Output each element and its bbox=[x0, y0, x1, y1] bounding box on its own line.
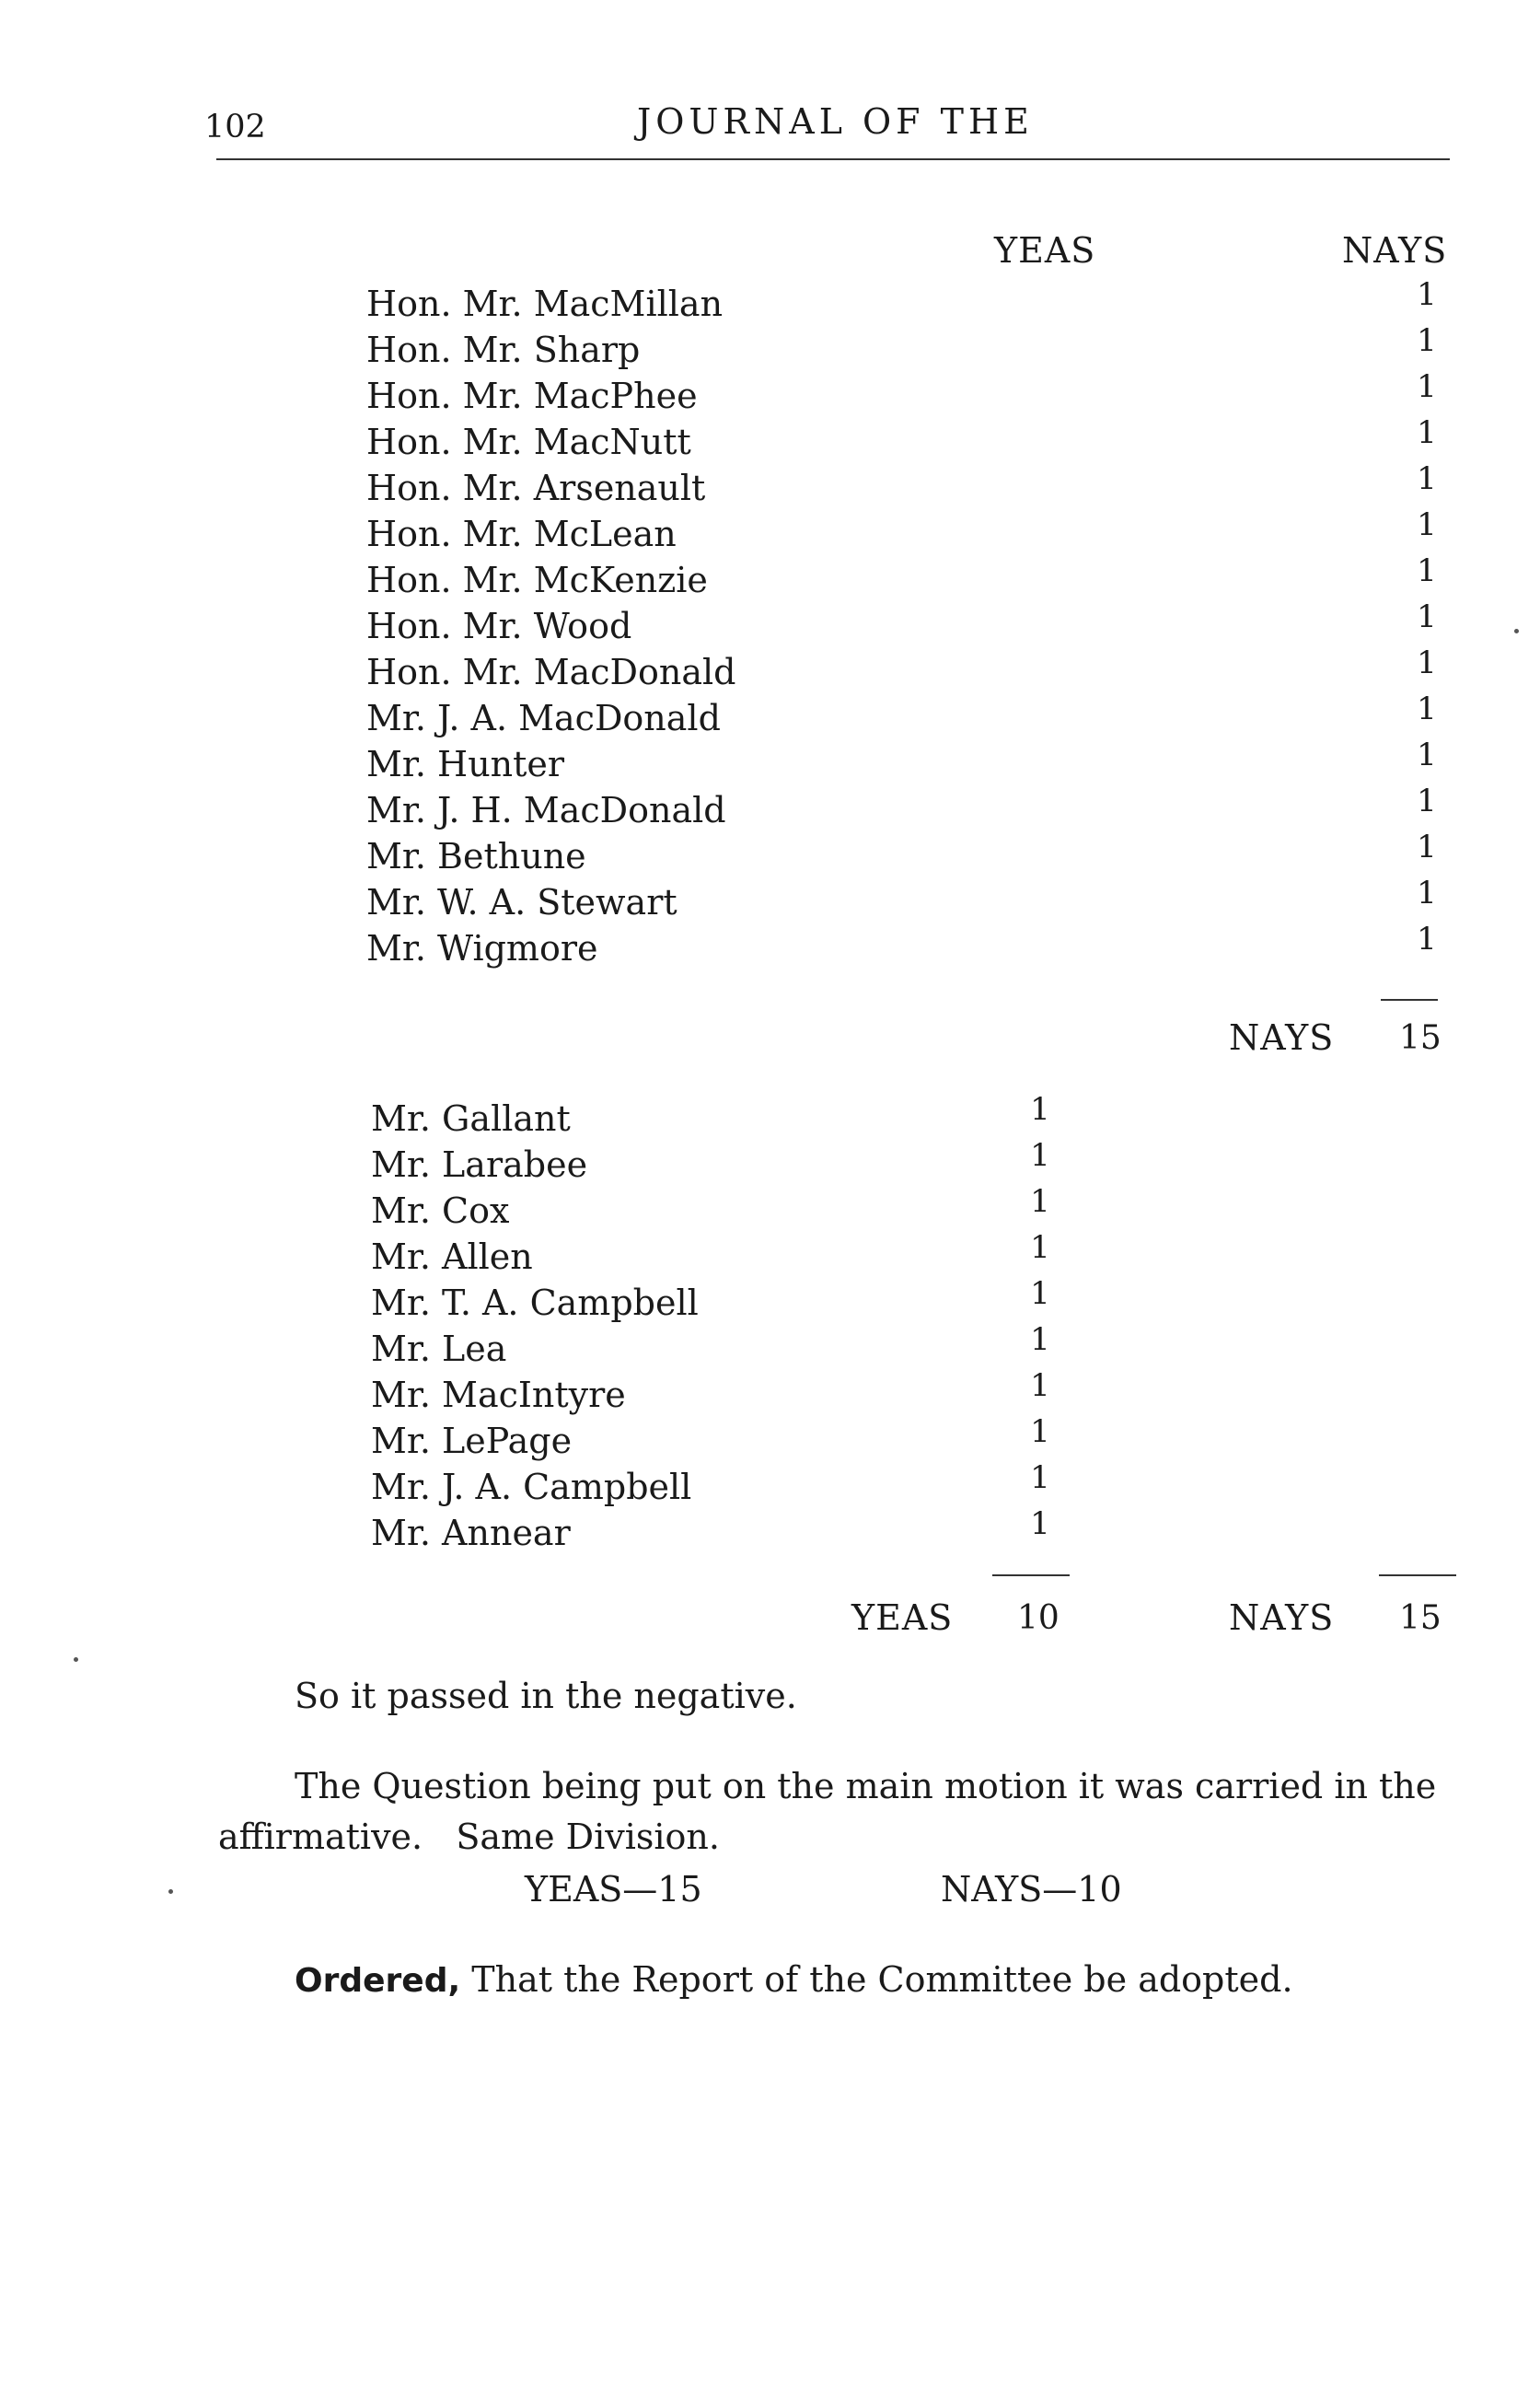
member-name: Mr. J. A. Campbell bbox=[371, 1467, 692, 1507]
nay-vote-mark: 1 bbox=[1417, 783, 1437, 819]
member-name: Hon. Mr. MacMillan bbox=[366, 284, 724, 324]
scan-speck bbox=[74, 1657, 78, 1662]
header-rule bbox=[216, 158, 1450, 160]
member-name: Mr. J. A. MacDonald bbox=[366, 698, 721, 738]
yea-vote-mark: 1 bbox=[1030, 1367, 1050, 1404]
main-motion-nays: NAYS—10 bbox=[941, 1869, 1122, 1910]
member-name: Hon. Mr. McKenzie bbox=[366, 560, 708, 600]
ordered-text: That the Report of the Committee be adopted. bbox=[460, 1959, 1293, 2000]
main-motion-line-1: The Question being put on the main motion it was carried in the bbox=[295, 1766, 1437, 1806]
yea-vote-mark: 1 bbox=[1030, 1413, 1050, 1450]
member-name: Mr. T. A. Campbell bbox=[371, 1283, 699, 1323]
nay-vote-mark: 1 bbox=[1417, 460, 1437, 497]
nay-vote-mark: 1 bbox=[1417, 598, 1437, 635]
page-number: 102 bbox=[204, 109, 266, 145]
yeas-total-value: 10 bbox=[1017, 1599, 1059, 1637]
nay-vote-mark: 1 bbox=[1417, 829, 1437, 865]
member-name: Hon. Mr. Wood bbox=[366, 606, 632, 646]
nays-subtotal-value: 15 bbox=[1399, 1019, 1442, 1057]
nays-total-value: 15 bbox=[1399, 1599, 1442, 1637]
nays-total-label: NAYS bbox=[1229, 1597, 1335, 1638]
nay-vote-mark: 1 bbox=[1417, 322, 1437, 359]
nay-vote-mark: 1 bbox=[1417, 875, 1437, 911]
member-name: Mr. Cox bbox=[371, 1190, 510, 1231]
scan-speck bbox=[1514, 629, 1519, 633]
member-name: Mr. J. H. MacDonald bbox=[366, 790, 726, 830]
yea-vote-mark: 1 bbox=[1030, 1137, 1050, 1174]
member-name: Mr. Annear bbox=[371, 1513, 571, 1553]
result-text: So it passed in the negative. bbox=[295, 1676, 797, 1716]
member-name: Mr. Gallant bbox=[371, 1098, 571, 1139]
member-name: Mr. Lea bbox=[371, 1329, 507, 1369]
yea-vote-mark: 1 bbox=[1030, 1505, 1050, 1542]
member-name: Hon. Mr. MacPhee bbox=[366, 376, 698, 416]
member-name: Mr. MacIntyre bbox=[371, 1375, 626, 1415]
nay-vote-mark: 1 bbox=[1417, 276, 1437, 313]
nay-vote-mark: 1 bbox=[1417, 644, 1437, 681]
nays-subtotal-rule bbox=[1381, 999, 1438, 1001]
scan-speck bbox=[168, 1889, 173, 1894]
yea-vote-mark: 1 bbox=[1030, 1229, 1050, 1266]
nay-vote-mark: 1 bbox=[1417, 506, 1437, 543]
member-name: Hon. Mr. Arsenault bbox=[366, 468, 706, 508]
member-name: Hon. Mr. MacNutt bbox=[366, 422, 691, 462]
nay-vote-mark: 1 bbox=[1417, 414, 1437, 451]
main-motion-yeas: YEAS—15 bbox=[525, 1869, 702, 1910]
yeas-total-rule bbox=[992, 1574, 1070, 1576]
member-name: Mr. LePage bbox=[371, 1421, 573, 1461]
nay-vote-mark: 1 bbox=[1417, 552, 1437, 589]
member-name: Hon. Mr. Sharp bbox=[366, 330, 641, 370]
running-head: JOURNAL OF THE bbox=[637, 101, 1034, 142]
nay-vote-mark: 1 bbox=[1417, 921, 1437, 958]
member-name: Mr. Bethune bbox=[366, 836, 586, 876]
member-name: Mr. W. A. Stewart bbox=[366, 882, 677, 923]
nays-subtotal-label: NAYS bbox=[1229, 1017, 1335, 1058]
yea-vote-mark: 1 bbox=[1030, 1275, 1050, 1312]
yea-vote-mark: 1 bbox=[1030, 1091, 1050, 1128]
member-name: Mr. Hunter bbox=[366, 744, 565, 784]
nay-vote-mark: 1 bbox=[1417, 737, 1437, 773]
yea-vote-mark: 1 bbox=[1030, 1459, 1050, 1496]
nays-total-rule bbox=[1379, 1574, 1456, 1576]
yea-vote-mark: 1 bbox=[1030, 1183, 1050, 1220]
yea-vote-mark: 1 bbox=[1030, 1321, 1050, 1358]
member-name: Hon. Mr. MacDonald bbox=[366, 652, 736, 692]
yeas-column-heading: YEAS bbox=[994, 230, 1096, 271]
member-name: Mr. Wigmore bbox=[366, 928, 598, 969]
ordered-paragraph bbox=[295, 1959, 1293, 2000]
ordered-label: Ordered, bbox=[295, 1962, 461, 2000]
member-name: Mr. Allen bbox=[371, 1236, 533, 1277]
nay-vote-mark: 1 bbox=[1417, 691, 1437, 727]
nay-vote-mark: 1 bbox=[1417, 368, 1437, 405]
member-name: Mr. Larabee bbox=[371, 1144, 588, 1185]
nays-column-heading: NAYS bbox=[1342, 230, 1448, 271]
member-name: Hon. Mr. McLean bbox=[366, 514, 677, 554]
main-motion-line-2: affirmative. Same Division. bbox=[218, 1817, 720, 1857]
yeas-total-label: YEAS bbox=[851, 1597, 954, 1638]
